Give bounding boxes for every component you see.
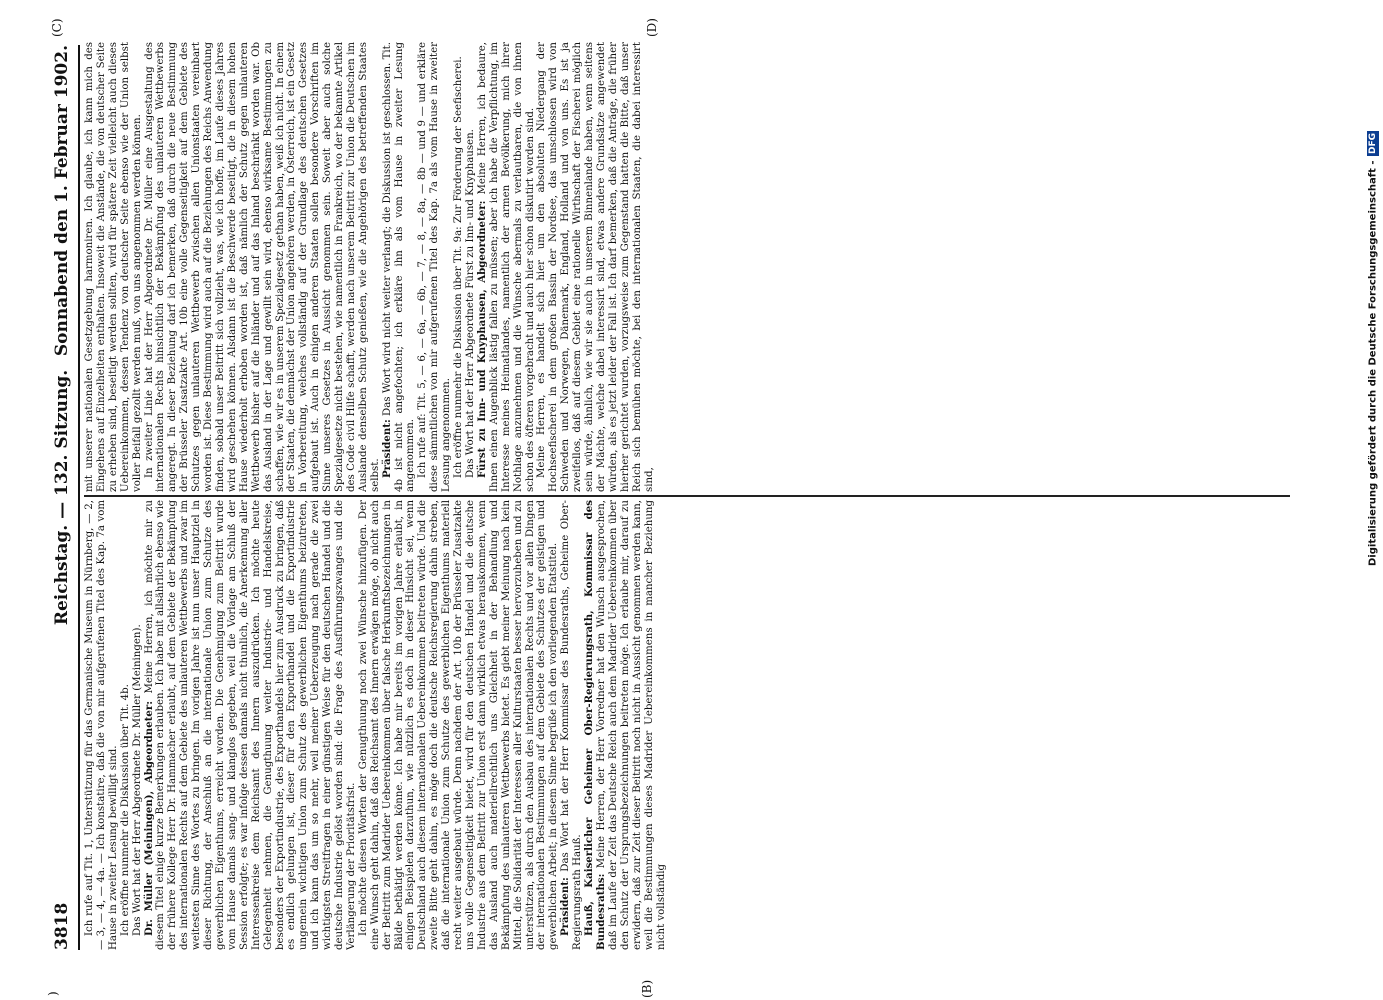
page-number: 3818 <box>52 902 72 950</box>
margin-paren: ) <box>46 991 60 996</box>
speaker-name: Dr. Müller (Meiningen), Abgeordneter: <box>142 700 155 936</box>
header-rule <box>78 45 80 950</box>
speaker-name: Präsident: <box>380 419 393 478</box>
running-title: Reichstag. — 132. Sitzung. <box>52 369 72 626</box>
speech-paragraph <box>584 500 667 950</box>
speech-paragraph <box>477 42 537 492</box>
paragraph: Ich rufe auf Tit. 1, Unterstützung für das Germanische Museum in Nürnberg, — 2, — 3, — 4, — 4a. — Ich konstatire, daß die von mir aufgerufenen Titel des Kap. 7a vom Hause in zweiter Lesung bewilligt sind. <box>84 500 119 950</box>
paragraph: Das Wort hat der Herr Abgeordnete Fürst zu Inn- und Knyphausen. <box>465 129 476 478</box>
paragraph: Ich eröffne nunmehr die Diskussion über Tit. 4b. <box>119 684 131 936</box>
speech-paragraph <box>560 500 584 950</box>
dfg-logo-icon: DFG <box>1368 133 1378 155</box>
margin-marker-d: (D) <box>645 18 659 37</box>
speech-text: Meine Herren, der Herr Vorredner hat den Wunsch ausgesprochen, daß im Laufe der Zeit das Deutsche Reich auch dem Madrider Uebereinkommen über den Schutz der Ursprungsbezeichnungen beitreten möge. Ich erlaube mir, darauf zu erwidern, daß zur Zeit dieser Beitritt noch nicht in Aussicht genommen werden kann, weil die Bestimmungen dieses Madrider Uebereinkommens in mancher Beziehung nicht vollständig <box>595 500 667 950</box>
paragraph: Ich rufe auf: Tit. 5, — 6, — 6a, — 6b, — 7, — 8, — 8a, — 8b — und 9 — und erkläre diese sämmtlichen von mir aufgerufenen Titel des Kap. 7a als vom Hause in zweiter Lesung angenommen. <box>417 42 453 492</box>
session-date: Sonnabend den 1. Februar 1902. <box>52 45 72 357</box>
speech-text: Das Wort hat der Herr Kommissar des Bundesraths, Geheime Ober-Regierungsrath Hauß. <box>560 500 584 950</box>
paragraph: Meine Herren, es handelt sich hier um den absoluten Niedergang der Hochseefischerei in dem großen Bassin der Nordsee, das umschlossen wird von Schweden und Norwegen, Dänemark, England, Holland und von uns. Es ist ja zweifellos, daß auf diesem Gebiet eine rationelle Wirthschaft der Fischerei möglich sein würde, ähnlich, wie wir sie auch in unserem Binnenlande haben, wenn seitens der Mächte, welche dabei interessirt sind, etwas andere Grundsätze angewendet würden, als es jetzt leider der Fall ist. Ich darf bemerken, daß die Anträge, die früher hierher gerichtet wurden, vorzugsweise zum Gegenstand hatten die Bitte, daß unser Reich sich bemühen möchte, bei den internationalen Staaten, die dabei interessirt sind, <box>536 42 655 492</box>
paragraph: Ich eröffne nunmehr die Diskussion über Tit. 9a: Zur Förderung der Seefischerei. <box>453 56 465 478</box>
column-divider <box>84 495 1290 497</box>
speaker-name: Fürst zu Inn- und Knyphausen, Abgeordneter: <box>475 200 488 478</box>
speech-text: Das Wort wird nicht weiter verlangt; die Diskussion ist geschlossen. Tit. 4b ist nicht angefochten; ich erkläre ihn als vom Hause in zweiter Lesung angenommen. <box>381 42 417 492</box>
left-column <box>84 500 1290 950</box>
speaker-name: Hauß, Kaiserlicher Geheimer Ober-Regierungsrath, Kommissar des Bundesraths: <box>583 500 607 950</box>
speech-paragraph <box>144 500 358 950</box>
speech-text: Meine Herren, ich möchte mir zu diesem Titel einige kurze Bemerkungen erlauben. Ich habe mit allsährlich ebenso wie der frühere Kollege Herr Dr. Hammacher erlaubt, auf dem Gebiete der Bekämpfung des internationalen Rechts auf dem Gebiete des unlauteren Wettbewerbs und zwar im weitesten Sinne des Wortes zu bringen. Im vorigen Jahre ist nun unser Hauptziel in dieser Richtung, der Anschluß an die internationale Union zum Schutze des gewerblichen Eigenthums, erreicht worden. Die Genehmigung zum Beitritt wurde vom Hause damals sang- und klanglos gegeben, weil die Vorlage am Schluß der Session erfolgte; es war infolge dessen damals nicht thunlich, die Anerkennung aller Interessenkreise dem Reichsamt des Innern auszudrücken. Ich möchte heute Gelegenheit nehmen, die Genugthuung weiter Industrie- und Handelskreise, besonders der Exportindustrie, des Exporthandels hier zum Ausdruck zu bringen, daß es endlich gelungen ist, dieser für den Exporthandel und die Exportindustrie ungemein wichtigen Union zum Schutz des gewerblichen Eigenthums beizutreten, und ich kann das um so mehr, weil meiner Ueberzeugung nach gerade die zwei wichtigsten Streitfragen in einer günstigen Weise für den deutschen Handel und die deutsche Industrie gelöst worden sind: die Frage des Ausführungszwanges und die Verlängerung der Prioritätsfrist. <box>143 500 357 950</box>
dfg-credit <box>1366 6 1380 566</box>
paragraph: Das Wort hat der Herr Abgeordnete Dr. Müller (Meiningen). <box>131 624 143 936</box>
speaker-name: Präsident: <box>559 877 572 936</box>
margin-marker-c: (C) <box>50 18 64 37</box>
paragraph: Ich möchte diesen Worten der Genugthuung noch zwei Wünsche hinzufügen. Der eine Wunsch geht dahin, daß das Reichsamt des Innern erwägen möge, ob nicht auch der Beitritt zum Madrider Uebereinkommen über falsche Herkunftsbezeichnungen in Bälde bethätigt werden könne. Ich habe mir bereits im vorigen Jahre erlaubt, in einigen Beispielen darzuthun, wie nützlich es doch in dieser Hinsicht sei, wenn Deutschland auch diesem internationalen Uebereinkommen beitreten würde. Und die zweite Bitte geht dahin, es möge doch die deutsche Reichsregierung dahin streben, daß die internationale Union zum Schutze des gewerblichen Eigenthums materiell recht weiter ausgebaut würde. Denn nachdem der Art. 10b der Brüsseler Zusatzakte uns volle Gegenseitigkeit bietet, wird für den deutschen Handel und die deutsche Industrie aus dem Beitritt zur Union erst dann wirklich etwas herauskommen, wenn das Ausland auch materiellrechtlich uns Gleichheit in der Behandlung und Bekämpfung des unlauteren Wettbewerbs bietet. Es giebt meiner Meinung nach kein Mittel, die Solidarität der Interessen aller Kulturstaaten besser hervorzuheben und zu unterstützen, als durch den Ausbau des internationalen Rechts und vor allen Dingen der internationalen Bestimmungen auf dem Gebiete des Schutzes der geistigen und gewerblichen Arbeit; in diesem Sinne begrüße ich den vorliegenden Etatstitel. <box>357 500 560 950</box>
speech-text: Meine Herren, ich bedaure, Ihnen einen Augenblick lästig fallen zu müssen; aber ich habe die Verpflichtung, im Interesse meines Heimatlandes, namentlich der armen Bevölkerung, mich ihrer Nothlage anzunehmen und die Wünsche abermals zu verlautbaren, die von ihnen schon des öfteren vorgebracht und auch hier schon diskutirt worden sind. <box>476 42 536 492</box>
paragraph: In zweiter Linie hat der Herr Abgeordnete Dr. Müller eine Ausgestaltung des internationalen Rechts hinsichtlich der Bekämpfung des unlauteren Wettbewerbs angeregt. In dieser Beziehung darf ich bemerken, daß durch die neue Bestimmung der Brüsseler Zusatzakte Art. 10b eine volle Gegenseitigkeit auf dem Gebiete des Schutzes gegen unlauteren Wettbewerb zwischen allen Unionstaaten vereinbart worden ist. Diese Bestimmung wird auch auf die Beziehungen des Reichs Anwendung finden, sobald unser Beitritt sich vollzieht, was, wie ich hoffe, im Laufe dieses Jahres wird geschehen können. Alsdann ist die Beschwerde beseitigt, die in diesem hohen Hause wiederholt erhoben worden ist, daß nämlich der Schutz gegen unlauteren Wettbewerb bisher auf die Inländer und auf das Inland beschränkt worden war. Ob das Ausland in der Lage und gewillt sein wird, ebenso wirksame Bestimmungen zu schaffen, wie wir es in unserem Spezialgesetz gethan haben, weiß ich nicht. In einem der Staaten, die demnächst der Union angehören werden, in Österreich, ist ein Gesetz in Vorbereitung, welches vollständig auf der Grundlage des deutschen Gesetzes aufgebaut ist. Auch in einigen anderen Staaten sollen besondere Vorschriften im Sinne unseres Gesetzes in Aussicht genommen sein. Soweit aber auch solche Spezialgesetze nicht bestehen, wie namentlich in Frankreich, wo der bekannte Artikel des Code civil Hilfe schafft, werden nach unserem Beitritt zur Union die Deutschen im Auslande denselben Schutz genießen, wie die Angehörigen des betreffenden Staates selbst. <box>143 42 381 492</box>
speech-paragraph <box>382 42 418 492</box>
page-header <box>52 45 76 950</box>
right-column <box>84 42 1290 492</box>
credit-text: Digitalisierung gefördert durch die Deutsche Forschungsgemeinschaft - <box>1367 160 1379 566</box>
paragraph: mit unserer nationalen Gesetzgebung harmoniren. Ich glaube, ich kann mich des Eingehens auf Einzelheiten enthalten. Insoweit die Anstände, die von deutscher Seite zu erheben sind, beseitigt werden sollten, wird für spätere Zeit vielleicht auch dieses Uebereinkommen, dessen Tendenz von deutscher Seite ebenso wie der Union selbst voller Beifall gezollt werden muß, von uns angenommen werden können. <box>84 42 143 492</box>
margin-marker-b: (B) <box>640 979 654 998</box>
